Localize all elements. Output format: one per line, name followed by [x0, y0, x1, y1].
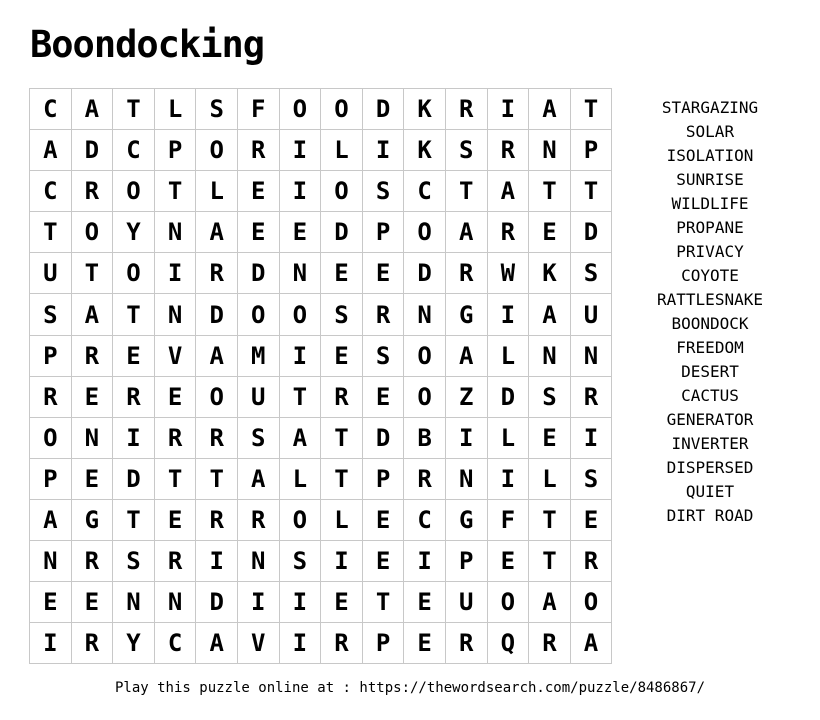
- grid-cell[interactable]: A: [445, 335, 487, 376]
- grid-cell[interactable]: A: [445, 212, 487, 253]
- grid-cell[interactable]: R: [71, 335, 113, 376]
- grid-cell[interactable]: E: [154, 499, 196, 540]
- grid-cell[interactable]: S: [362, 171, 404, 212]
- grid-cell[interactable]: S: [362, 335, 404, 376]
- grid-row: [30, 582, 612, 623]
- word-list-item: BOONDOCK: [671, 314, 749, 333]
- grid-cell[interactable]: D: [570, 212, 612, 253]
- grid-cell[interactable]: T: [529, 171, 571, 212]
- grid-cell[interactable]: I: [279, 335, 321, 376]
- grid-row: [30, 253, 612, 294]
- grid-cell[interactable]: S: [113, 541, 155, 582]
- grid-cell[interactable]: T: [570, 89, 612, 130]
- grid-cell[interactable]: O: [71, 212, 113, 253]
- grid-cell[interactable]: Q: [487, 623, 529, 664]
- grid-cell[interactable]: I: [279, 130, 321, 171]
- grid-cell[interactable]: S: [529, 376, 571, 417]
- puzzle-link[interactable]: https://thewordsearch.com/puzzle/8486867/: [359, 680, 705, 696]
- grid-cell[interactable]: V: [237, 623, 279, 664]
- grid-cell[interactable]: I: [487, 294, 529, 335]
- grid-cell[interactable]: P: [570, 130, 612, 171]
- grid-cell[interactable]: R: [113, 376, 155, 417]
- grid-cell[interactable]: P: [445, 541, 487, 582]
- word-list: [630, 96, 790, 528]
- grid-cell[interactable]: T: [154, 171, 196, 212]
- grid-cell[interactable]: C: [404, 499, 446, 540]
- grid-cell[interactable]: Y: [113, 623, 155, 664]
- grid-row: [30, 89, 612, 130]
- letter-grid[interactable]: [29, 88, 612, 664]
- grid-cell[interactable]: T: [529, 499, 571, 540]
- grid-cell[interactable]: A: [196, 623, 238, 664]
- grid-cell[interactable]: E: [362, 541, 404, 582]
- grid-cell[interactable]: T: [279, 376, 321, 417]
- grid-cell[interactable]: R: [196, 417, 238, 458]
- grid-cell[interactable]: E: [321, 582, 363, 623]
- grid-cell[interactable]: O: [113, 253, 155, 294]
- grid-cell[interactable]: M: [237, 335, 279, 376]
- grid-cell[interactable]: R: [71, 623, 113, 664]
- grid-cell[interactable]: N: [445, 458, 487, 499]
- word-list-item: RATTLESNAKE: [657, 290, 763, 309]
- grid-cell[interactable]: R: [404, 458, 446, 499]
- grid-row: [30, 335, 612, 376]
- word-list-item: COYOTE: [681, 266, 739, 285]
- grid-cell[interactable]: N: [529, 335, 571, 376]
- grid-cell[interactable]: A: [196, 212, 238, 253]
- grid-cell[interactable]: I: [113, 417, 155, 458]
- grid-cell[interactable]: D: [196, 294, 238, 335]
- grid-cell[interactable]: E: [30, 582, 72, 623]
- grid-cell[interactable]: F: [237, 89, 279, 130]
- grid-cell[interactable]: I: [30, 623, 72, 664]
- grid-cell[interactable]: N: [71, 417, 113, 458]
- grid-cell[interactable]: D: [321, 212, 363, 253]
- grid-cell[interactable]: O: [570, 582, 612, 623]
- grid-cell[interactable]: O: [237, 294, 279, 335]
- grid-cell[interactable]: L: [279, 458, 321, 499]
- grid-cell[interactable]: T: [154, 458, 196, 499]
- grid-cell[interactable]: S: [237, 417, 279, 458]
- grid-cell[interactable]: T: [113, 89, 155, 130]
- grid-cell[interactable]: C: [404, 171, 446, 212]
- grid-cell[interactable]: I: [487, 458, 529, 499]
- grid-row: [30, 294, 612, 335]
- grid-cell[interactable]: O: [321, 89, 363, 130]
- footer: [0, 678, 820, 698]
- grid-cell[interactable]: E: [404, 582, 446, 623]
- grid-cell[interactable]: A: [570, 623, 612, 664]
- grid-cell[interactable]: E: [113, 335, 155, 376]
- grid-cell[interactable]: E: [279, 212, 321, 253]
- grid-cell[interactable]: O: [404, 212, 446, 253]
- grid-cell[interactable]: T: [362, 582, 404, 623]
- grid-cell[interactable]: N: [113, 582, 155, 623]
- grid-cell[interactable]: I: [362, 130, 404, 171]
- grid-cell[interactable]: P: [362, 458, 404, 499]
- grid-cell[interactable]: R: [237, 499, 279, 540]
- grid-cell[interactable]: L: [487, 335, 529, 376]
- grid-cell[interactable]: O: [487, 582, 529, 623]
- grid-cell[interactable]: L: [321, 130, 363, 171]
- grid-cell[interactable]: R: [487, 130, 529, 171]
- grid-cell[interactable]: D: [362, 417, 404, 458]
- grid-cell[interactable]: R: [445, 253, 487, 294]
- grid-cell[interactable]: N: [154, 212, 196, 253]
- word-list-item: SOLAR: [685, 122, 735, 141]
- grid-cell[interactable]: E: [237, 212, 279, 253]
- grid-cell[interactable]: R: [154, 417, 196, 458]
- grid-cell[interactable]: I: [404, 541, 446, 582]
- word-list-item: WILDLIFE: [671, 194, 749, 213]
- grid-cell[interactable]: I: [154, 253, 196, 294]
- grid-cell[interactable]: A: [71, 294, 113, 335]
- grid-cell[interactable]: N: [570, 335, 612, 376]
- grid-cell[interactable]: E: [71, 582, 113, 623]
- grid-cell[interactable]: O: [113, 171, 155, 212]
- grid-cell[interactable]: N: [279, 253, 321, 294]
- grid-cell[interactable]: O: [196, 130, 238, 171]
- grid-cell[interactable]: C: [154, 623, 196, 664]
- grid-cell[interactable]: S: [30, 294, 72, 335]
- grid-cell[interactable]: E: [321, 335, 363, 376]
- grid-cell[interactable]: C: [30, 171, 72, 212]
- grid-cell[interactable]: E: [529, 212, 571, 253]
- grid-cell[interactable]: C: [113, 130, 155, 171]
- grid-row: [30, 417, 612, 458]
- grid-cell[interactable]: T: [196, 458, 238, 499]
- grid-cell[interactable]: A: [30, 130, 72, 171]
- grid-cell[interactable]: P: [154, 130, 196, 171]
- grid-cell[interactable]: S: [570, 458, 612, 499]
- grid-row: [30, 541, 612, 582]
- grid-cell[interactable]: T: [445, 171, 487, 212]
- word-list-item: DIRT ROAD: [666, 506, 754, 525]
- grid-cell[interactable]: D: [404, 253, 446, 294]
- word-list-item: FREEDOM: [676, 338, 744, 357]
- grid-cell[interactable]: R: [321, 376, 363, 417]
- grid-cell[interactable]: R: [237, 130, 279, 171]
- grid-cell[interactable]: I: [279, 582, 321, 623]
- grid-cell[interactable]: A: [30, 499, 72, 540]
- grid-cell[interactable]: R: [362, 294, 404, 335]
- grid-cell[interactable]: V: [154, 335, 196, 376]
- grid-cell[interactable]: I: [445, 417, 487, 458]
- grid-cell[interactable]: R: [71, 171, 113, 212]
- grid-cell[interactable]: T: [113, 499, 155, 540]
- grid-cell[interactable]: O: [279, 89, 321, 130]
- grid-cell[interactable]: N: [529, 130, 571, 171]
- grid-cell[interactable]: L: [487, 417, 529, 458]
- grid-cell[interactable]: I: [279, 171, 321, 212]
- grid-cell[interactable]: R: [570, 541, 612, 582]
- grid-cell[interactable]: T: [321, 458, 363, 499]
- grid-cell[interactable]: K: [529, 253, 571, 294]
- word-list-item: CACTUS: [681, 386, 739, 405]
- word-list-item: QUIET: [685, 482, 735, 501]
- grid-cell[interactable]: R: [445, 89, 487, 130]
- grid-cell[interactable]: D: [196, 582, 238, 623]
- grid-cell[interactable]: T: [321, 417, 363, 458]
- grid-cell[interactable]: E: [362, 499, 404, 540]
- grid-cell[interactable]: P: [30, 335, 72, 376]
- grid-cell[interactable]: G: [445, 499, 487, 540]
- grid-cell[interactable]: A: [529, 582, 571, 623]
- grid-cell[interactable]: R: [487, 212, 529, 253]
- grid-row: [30, 212, 612, 253]
- grid-cell[interactable]: E: [362, 376, 404, 417]
- grid-cell[interactable]: Z: [445, 376, 487, 417]
- grid-cell[interactable]: N: [154, 582, 196, 623]
- grid-cell[interactable]: T: [30, 212, 72, 253]
- grid-cell[interactable]: R: [321, 623, 363, 664]
- puzzle-title: Boondocking: [30, 23, 265, 66]
- grid-cell[interactable]: U: [445, 582, 487, 623]
- grid-cell[interactable]: C: [30, 89, 72, 130]
- word-list-item: DISPERSED: [666, 458, 754, 477]
- grid-cell[interactable]: O: [30, 417, 72, 458]
- grid-cell[interactable]: A: [487, 171, 529, 212]
- grid-cell[interactable]: D: [362, 89, 404, 130]
- grid-cell[interactable]: D: [71, 130, 113, 171]
- grid-row: [30, 376, 612, 417]
- grid-cell[interactable]: R: [71, 541, 113, 582]
- grid-cell[interactable]: N: [154, 294, 196, 335]
- grid-row: [30, 130, 612, 171]
- grid-cell[interactable]: K: [404, 89, 446, 130]
- grid-row: [30, 499, 612, 540]
- grid-cell[interactable]: P: [30, 458, 72, 499]
- grid-cell[interactable]: I: [279, 623, 321, 664]
- grid-cell[interactable]: A: [529, 89, 571, 130]
- word-list-item: PRIVACY: [676, 242, 744, 261]
- grid-cell[interactable]: S: [570, 253, 612, 294]
- grid-cell[interactable]: I: [321, 541, 363, 582]
- grid-cell[interactable]: D: [487, 376, 529, 417]
- grid-cell[interactable]: I: [487, 89, 529, 130]
- grid-cell[interactable]: E: [237, 171, 279, 212]
- grid-cell[interactable]: F: [487, 499, 529, 540]
- grid-cell[interactable]: E: [570, 499, 612, 540]
- grid-cell[interactable]: E: [154, 376, 196, 417]
- grid-cell[interactable]: B: [404, 417, 446, 458]
- grid-row: [30, 623, 612, 664]
- grid-cell[interactable]: L: [321, 499, 363, 540]
- grid-cell[interactable]: S: [279, 541, 321, 582]
- grid-cell[interactable]: U: [570, 294, 612, 335]
- grid-cell[interactable]: R: [529, 623, 571, 664]
- grid-cell[interactable]: S: [445, 130, 487, 171]
- grid-cell[interactable]: R: [570, 376, 612, 417]
- grid-cell[interactable]: U: [30, 253, 72, 294]
- grid-cell[interactable]: G: [71, 499, 113, 540]
- footer-prefix: Play this puzzle online at :: [114, 680, 360, 696]
- grid-cell[interactable]: K: [404, 130, 446, 171]
- grid-cell[interactable]: E: [404, 623, 446, 664]
- grid-cell[interactable]: D: [237, 253, 279, 294]
- grid-cell[interactable]: W: [487, 253, 529, 294]
- grid-cell[interactable]: A: [196, 335, 238, 376]
- grid-cell[interactable]: O: [279, 499, 321, 540]
- grid-cell[interactable]: R: [30, 376, 72, 417]
- grid-cell[interactable]: L: [154, 89, 196, 130]
- grid-cell[interactable]: I: [237, 582, 279, 623]
- grid-cell[interactable]: T: [71, 253, 113, 294]
- grid-cell[interactable]: Y: [113, 212, 155, 253]
- grid-cell[interactable]: D: [113, 458, 155, 499]
- grid-cell[interactable]: A: [71, 89, 113, 130]
- grid-cell[interactable]: E: [71, 376, 113, 417]
- grid-cell[interactable]: O: [196, 376, 238, 417]
- grid-cell[interactable]: S: [196, 89, 238, 130]
- word-list-item: INVERTER: [671, 434, 749, 453]
- grid-cell[interactable]: A: [237, 458, 279, 499]
- grid-cell[interactable]: S: [321, 294, 363, 335]
- word-list-item: DESERT: [681, 362, 739, 381]
- word-list-item: ISOLATION: [666, 146, 754, 165]
- grid-cell[interactable]: E: [71, 458, 113, 499]
- grid-cell[interactable]: L: [196, 171, 238, 212]
- grid-cell[interactable]: N: [30, 541, 72, 582]
- grid-cell[interactable]: U: [237, 376, 279, 417]
- grid-cell[interactable]: P: [362, 623, 404, 664]
- grid-cell[interactable]: I: [570, 417, 612, 458]
- grid-cell[interactable]: I: [196, 541, 238, 582]
- grid-cell[interactable]: R: [196, 499, 238, 540]
- grid-cell[interactable]: P: [362, 212, 404, 253]
- grid-cell[interactable]: E: [321, 253, 363, 294]
- grid-row: [30, 171, 612, 212]
- grid-cell[interactable]: T: [113, 294, 155, 335]
- grid-cell[interactable]: O: [404, 335, 446, 376]
- word-list-item: SUNRISE: [676, 170, 744, 189]
- grid-cell[interactable]: N: [404, 294, 446, 335]
- grid-cell[interactable]: A: [279, 417, 321, 458]
- grid-cell[interactable]: R: [154, 541, 196, 582]
- grid-cell[interactable]: R: [445, 623, 487, 664]
- word-list-item: STARGAZING: [661, 98, 759, 117]
- grid-cell[interactable]: T: [529, 541, 571, 582]
- grid-cell[interactable]: E: [487, 541, 529, 582]
- grid-row: [30, 458, 612, 499]
- grid-cell[interactable]: T: [570, 171, 612, 212]
- grid-cell[interactable]: O: [404, 376, 446, 417]
- grid-cell[interactable]: O: [321, 171, 363, 212]
- grid-cell[interactable]: A: [529, 294, 571, 335]
- grid-cell[interactable]: R: [196, 253, 238, 294]
- grid-cell[interactable]: E: [362, 253, 404, 294]
- grid-cell[interactable]: L: [529, 458, 571, 499]
- word-list-item: PROPANE: [676, 218, 744, 237]
- grid-cell[interactable]: G: [445, 294, 487, 335]
- grid-cell[interactable]: E: [529, 417, 571, 458]
- grid-cell[interactable]: O: [279, 294, 321, 335]
- grid-cell[interactable]: N: [237, 541, 279, 582]
- word-list-item: GENERATOR: [666, 410, 754, 429]
